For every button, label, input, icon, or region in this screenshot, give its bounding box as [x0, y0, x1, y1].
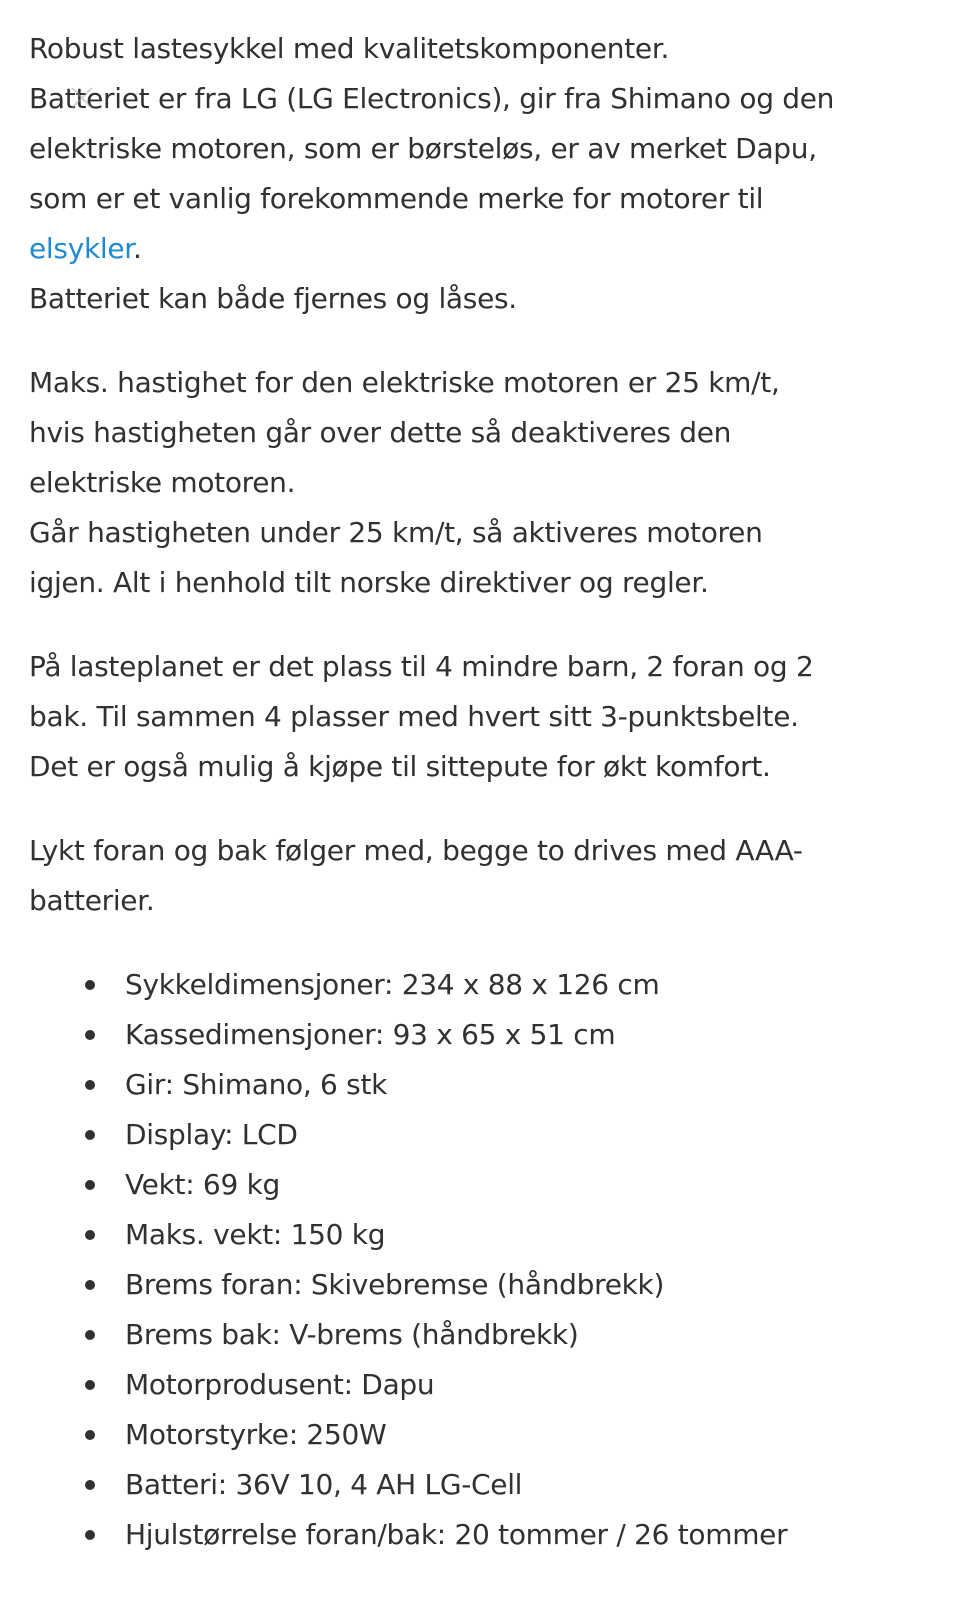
spec-item: Brems bak: V-brems (håndbrekk) [29, 1310, 929, 1360]
spec-item: Vekt: 69 kg [29, 1160, 929, 1210]
spec-item: Sykkeldimensjoner: 234 x 88 x 126 cm [29, 960, 929, 1010]
intro-line-6: Batteriet kan både fjernes og låses. [29, 282, 517, 315]
spec-item: Batteri: 36V 10, 4 AH LG-Cell [29, 1460, 929, 1510]
spec-item: Maks. vekt: 150 kg [29, 1210, 929, 1260]
spec-item: Gir: Shimano, 6 stk [29, 1060, 929, 1110]
spec-list [29, 960, 929, 1560]
lights-line-2: batterier. [29, 884, 155, 917]
spec-item: Kassedimensjoner: 93 x 65 x 51 cm [29, 1010, 929, 1060]
lights-paragraph [29, 826, 929, 926]
speed-line-1: Maks. hastighet for den elektriske motoren er 25 km/t, [29, 366, 780, 399]
lights-line-1: Lykt foran og bak følger med, begge to drives med AAA- [29, 834, 803, 867]
close-icon[interactable] [62, 78, 102, 118]
intro-line-5-suffix: . [132, 232, 142, 265]
spec-item: Brems foran: Skivebremse (håndbrekk) [29, 1260, 929, 1310]
intro-line-5 [29, 224, 929, 274]
intro-paragraph [29, 24, 929, 324]
intro-line-4: som er et vanlig forekommende merke for motorer til [29, 182, 764, 215]
cargo-line-3: Det er også mulig å kjøpe til sittepute for økt komfort. [29, 750, 771, 783]
intro-line-2: Batteriet er fra LG (LG Electronics), gir fra Shimano og den [29, 82, 835, 115]
speed-line-3: elektriske motoren. [29, 466, 296, 499]
speed-line-5: igjen. Alt i henhold tilt norske direktiver og regler. [29, 566, 709, 599]
speed-line-2: hvis hastigheten går over dette så deaktiveres den [29, 416, 732, 449]
spec-item: Display: LCD [29, 1110, 929, 1160]
spec-item: Hjulstørrelse foran/bak: 20 tommer / 26 tommer [29, 1510, 929, 1560]
cargo-paragraph [29, 642, 929, 792]
cargo-line-1: På lasteplanet er det plass til 4 mindre barn, 2 foran og 2 [29, 650, 814, 683]
intro-line-3: elektriske motoren, som er børsteløs, er av merket Dapu, [29, 132, 817, 165]
spec-item: Motorstyrke: 250W [29, 1410, 929, 1460]
elsykler-link[interactable]: elsykler [29, 232, 133, 265]
speed-paragraph [29, 358, 929, 608]
product-description [29, 24, 929, 1560]
speed-line-4: Går hastigheten under 25 km/t, så aktiveres motoren [29, 516, 763, 549]
cargo-line-2: bak. Til sammen 4 plasser med hvert sitt 3-punktsbelte. [29, 700, 799, 733]
spec-item: Motorprodusent: Dapu [29, 1360, 929, 1410]
intro-line-1: Robust lastesykkel med kvalitetskomponenter. [29, 32, 670, 65]
